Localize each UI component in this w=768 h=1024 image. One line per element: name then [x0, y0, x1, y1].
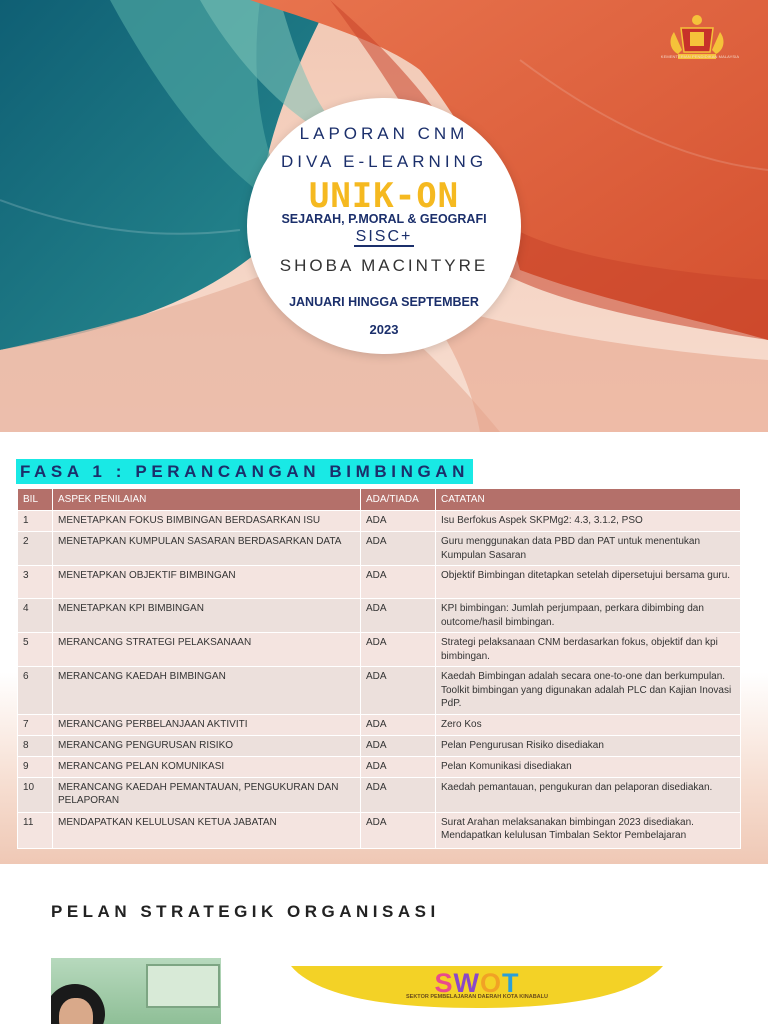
- cell-aspek: MENDAPATKAN KELULUSAN KETUA JABATAN: [53, 812, 361, 848]
- cell-status: ADA: [361, 667, 436, 715]
- cell-status: ADA: [361, 756, 436, 777]
- table-row: [18, 714, 741, 735]
- cell-catatan: KPI bimbingan: Jumlah perjumpaan, perkara dibimbing dan outcome/hasil bimbingan.: [436, 599, 741, 633]
- cell-catatan: Pelan Komunikasi disediakan: [436, 756, 741, 777]
- presenter-photo: [51, 958, 221, 1024]
- cell-status: ADA: [361, 735, 436, 756]
- subjects-text: SEJARAH, P.MORAL & GEOGRAFI: [281, 212, 487, 226]
- cell-bil: 11: [18, 812, 53, 848]
- table-row: [18, 667, 741, 715]
- cell-status: ADA: [361, 633, 436, 667]
- cell-bil: 6: [18, 667, 53, 715]
- table-row: [18, 633, 741, 667]
- swot-letter-w: W: [453, 968, 480, 998]
- cell-bil: 9: [18, 756, 53, 777]
- cell-aspek: MERANCANG KAEDAH PEMANTAUAN, PENGUKURAN DAN PELAPORAN: [53, 777, 361, 812]
- cell-catatan: Surat Arahan melaksanakan bimbingan 2023 disediakan. Mendapatkan kelulusan Timbalan Sektor Pembelajaran: [436, 812, 741, 848]
- year-text: 2023: [369, 322, 399, 337]
- cell-status: ADA: [361, 566, 436, 599]
- fasa-title: FASA 1 : PERANCANGAN BIMBINGAN: [16, 459, 473, 484]
- cell-aspek: MENETAPKAN KPI BIMBINGAN: [53, 599, 361, 633]
- cover-slide: [0, 0, 768, 432]
- cell-bil: 8: [18, 735, 53, 756]
- crest-caption: KEMENTERIAN PENDIDIKAN MALAYSIA: [660, 54, 740, 59]
- cell-catatan: Objektif Bimbingan ditetapkan setelah dipersetujui bersama guru.: [436, 566, 741, 599]
- cell-bil: 4: [18, 599, 53, 633]
- table-header-row: [18, 489, 741, 511]
- cell-catatan: Isu Berfokus Aspek SKPMg2: 4.3, 3.1.2, PSO: [436, 511, 741, 532]
- table-row: [18, 735, 741, 756]
- cell-catatan: Kaedah Bimbingan adalah secara one-to-one dan berkumpulan. Toolkit bimbingan yang digunakan adalah PLC dan Kajian Inovasi PdP.: [436, 667, 741, 715]
- header-bil: BIL: [18, 489, 53, 511]
- cell-aspek: MERANCANG STRATEGI PELAKSANAAN: [53, 633, 361, 667]
- cell-catatan: Pelan Pengurusan Risiko disediakan: [436, 735, 741, 756]
- header-aspek: ASPEK PENILAIAN: [53, 489, 361, 511]
- cell-aspek: MENETAPKAN FOKUS BIMBINGAN BERDASARKAN ISU: [53, 511, 361, 532]
- role-label: SISC+: [355, 228, 413, 245]
- table-row: [18, 566, 741, 599]
- cell-aspek: MERANCANG PERBELANJAAN AKTIVITI: [53, 714, 361, 735]
- assessment-table: [17, 488, 741, 849]
- cell-catatan: Strategi pelaksanaan CNM berdasarkan fokus, objektif dan kpi bimbingan.: [436, 633, 741, 667]
- table-row: [18, 532, 741, 566]
- program-title: DIVA E-LEARNING: [280, 152, 488, 171]
- role-text: [247, 228, 521, 246]
- cell-status: ADA: [361, 777, 436, 812]
- pelan-title: PELAN STRATEGIK ORGANISASI: [51, 902, 440, 921]
- cell-bil: 2: [18, 532, 53, 566]
- table-row: [18, 777, 741, 812]
- cell-bil: 3: [18, 566, 53, 599]
- cell-catatan: Kaedah pemantauan, pengukuran dan pelaporan disediakan.: [436, 777, 741, 812]
- cell-bil: 10: [18, 777, 53, 812]
- cell-bil: 1: [18, 511, 53, 532]
- header-ada-tiada: ADA/TIADA: [361, 489, 436, 511]
- table-row: [18, 756, 741, 777]
- swot-letter-t: T: [502, 968, 520, 998]
- cell-aspek: MERANCANG PENGURUSAN RISIKO: [53, 735, 361, 756]
- cell-status: ADA: [361, 599, 436, 633]
- swot-letter-o: O: [479, 968, 502, 998]
- swot-subtitle: SEKTOR PEMBELAJARAN DAERAH KOTA KINABALU: [406, 994, 548, 1000]
- cell-aspek: MERANCANG KAEDAH BIMBINGAN: [53, 667, 361, 715]
- cell-aspek: MENETAPKAN OBJEKTIF BIMBINGAN: [53, 566, 361, 599]
- table-row: [18, 599, 741, 633]
- header-catatan: CATATAN: [436, 489, 741, 511]
- cell-bil: 5: [18, 633, 53, 667]
- cell-catatan: Zero Kos: [436, 714, 741, 735]
- malaysia-crest-logo: [648, 12, 746, 68]
- cell-aspek: MENETAPKAN KUMPULAN SASARAN BERDASARKAN DATA: [53, 532, 361, 566]
- cell-aspek: MERANCANG PELAN KOMUNIKASI: [53, 756, 361, 777]
- cell-status: ADA: [361, 511, 436, 532]
- swot-letter-s: S: [434, 968, 454, 998]
- unik-on-logo-text: UNIK-ON: [308, 176, 460, 216]
- cell-status: ADA: [361, 532, 436, 566]
- author-name: SHOBA MACINTYRE: [279, 256, 489, 275]
- report-title: LAPORAN CNM: [299, 124, 469, 143]
- table-row: [18, 511, 741, 532]
- cell-status: ADA: [361, 714, 436, 735]
- cell-bil: 7: [18, 714, 53, 735]
- table-row: [18, 812, 741, 848]
- period-text: JANUARI HINGGA SEPTEMBER: [289, 295, 479, 309]
- cell-catatan: Guru menggunakan data PBD dan PAT untuk menentukan Kumpulan Sasaran: [436, 532, 741, 566]
- cell-status: ADA: [361, 812, 436, 848]
